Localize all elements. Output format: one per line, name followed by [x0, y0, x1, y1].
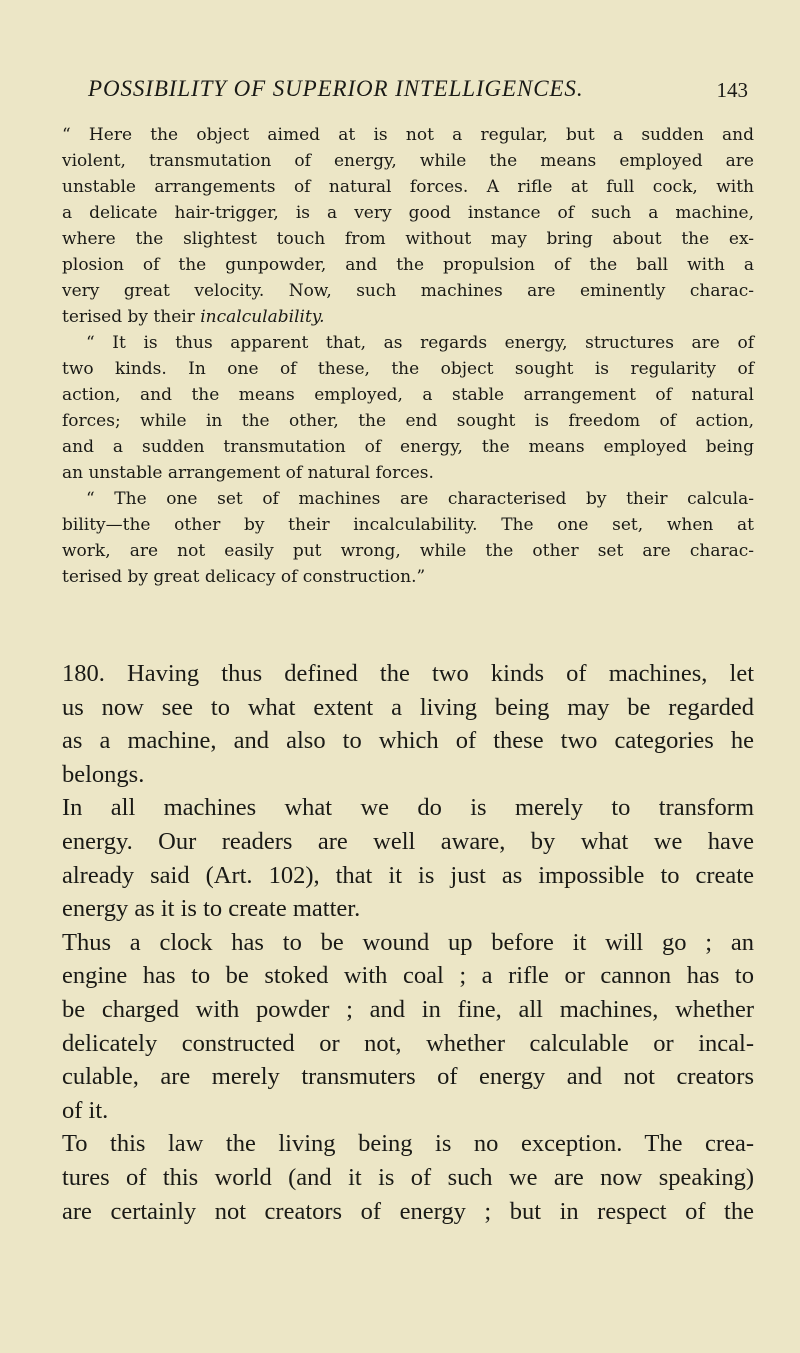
text-line: and a sudden transmutation of energy, the means employed being: [62, 437, 754, 457]
text-line: plosion of the gunpowder, and the propulsion of the ball with a: [62, 255, 754, 275]
text-line: To this law the living being is no exception. The crea-: [62, 1130, 754, 1158]
text-line: already said (Art. 102), that it is just as impossible to create: [62, 861, 754, 889]
running-title: POSSIBILITY OF SUPERIOR INTELLIGENCES.: [88, 76, 584, 101]
text-line: work, are not easily put wrong, while the other set are charac-: [62, 541, 754, 561]
text-line: unstable arrangements of natural forces. A rifle at full cock, with: [62, 177, 754, 197]
text-line: very great velocity. Now, such machines are eminently charac-: [62, 281, 754, 301]
text-line: be charged with powder ; and in fine, all machines, whether: [62, 995, 754, 1023]
quoted-passage: [62, 122, 754, 590]
running-head: [88, 76, 748, 106]
text-line: In all machines what we do is merely to transform: [62, 794, 754, 822]
text-line: forces; while in the other, the end sought is freedom of action,: [62, 411, 754, 431]
text-line: [62, 304, 754, 330]
text-line: belongs.: [62, 760, 145, 788]
italic-term: incalculability.: [200, 307, 325, 327]
text-line: us now see to what extent a living being may be regarded: [62, 693, 754, 721]
text-line: 180. Having thus defined the two kinds of machines, let: [62, 660, 754, 687]
text-line-start: terised by their: [62, 307, 201, 327]
text-line: “ The one set of machines are characterised by their calcula-: [86, 489, 754, 509]
text-line: energy as it is to create matter.: [62, 895, 361, 923]
page-number: 143: [716, 78, 748, 102]
text-line: where the slightest touch from without may bring about the ex-: [62, 229, 754, 249]
text-line: “ Here the object aimed at is not a regular, but a sudden and: [62, 125, 754, 145]
text-line: violent, transmutation of energy, while the means employed are: [62, 151, 754, 171]
text-line: Thus a clock has to be wound up before it will go ; an: [62, 928, 754, 956]
text-line: culable, are merely transmuters of energy and not creators: [62, 1063, 754, 1091]
text-line: action, and the means employed, a stable arrangement of natural: [62, 385, 754, 405]
text-line: engine has to be stoked with coal ; a rifle or cannon has to: [62, 962, 754, 990]
text-line: a delicate hair-trigger, is a very good instance of such a machine,: [62, 203, 754, 223]
text-line: delicately constructed or not, whether calculable or incal-: [62, 1029, 754, 1057]
text-line: energy. Our readers are well aware, by what we have: [62, 827, 754, 855]
text-line: terised by great delicacy of construction.”: [62, 567, 426, 587]
text-line: two kinds. In one of these, the object sought is regularity of: [62, 359, 754, 379]
text-line: of it.: [62, 1096, 109, 1124]
text-line: as a machine, and also to which of these two categories he: [62, 727, 754, 755]
main-text: [62, 657, 754, 1228]
text-line: tures of this world (and it is of such we are now speaking): [62, 1163, 754, 1191]
text-line: “ It is thus apparent that, as regards energy, structures are of: [86, 333, 754, 353]
text-line: an unstable arrangement of natural forces.: [62, 463, 434, 483]
text-line: are certainly not creators of energy ; but in respect of the: [62, 1197, 754, 1225]
text-line: bility—the other by their incalculability. The one set, when at: [62, 515, 754, 535]
